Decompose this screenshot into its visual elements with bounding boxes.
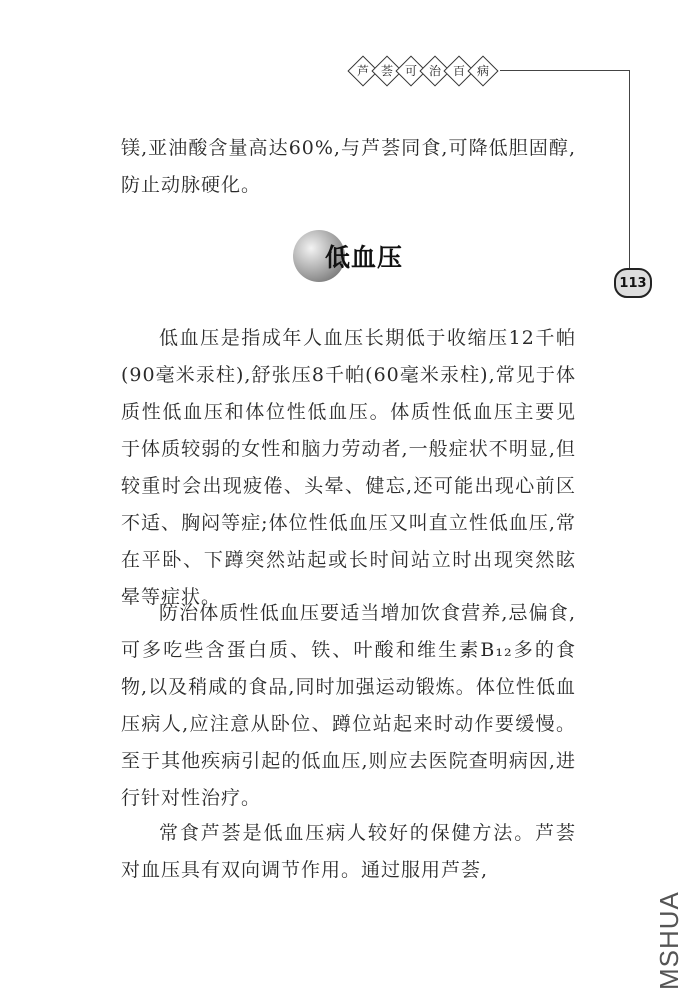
- header-char: 治: [428, 63, 442, 78]
- paragraph-continued: 镁,亚油酸含量高达60%,与芦荟同食,可降低胆固醇,防止动脉硬化。: [121, 137, 576, 196]
- page-number: 113: [614, 268, 652, 298]
- header-char: 百: [452, 63, 466, 78]
- paragraph: 常食芦荟是低血压病人较好的保健方法。芦荟对血压具有双向调节作用。通过服用芦荟,: [121, 822, 576, 881]
- header-char: 芦: [356, 63, 370, 78]
- header-char: 病: [476, 63, 490, 78]
- header-diamond: [467, 55, 498, 86]
- paragraph: 低血压是指成年人血压长期低于收缩压12千帕(90毫米汞柱),舒张压8千帕(60毫米汞柱),常见于体质性低血压和体位性低血压。体质性低血压主要见于体质较弱的女性和脑力劳动者,一般症状不明显,但较重时会出现疲倦、头晕、健忘,还可能出现心前区不适、胸闷等症;体位性低血压又叫直立性低血压,常在平卧、下蹲突然站起或长时间站立时出现突然眩晕等症状。: [121, 327, 576, 608]
- section-heading: [293, 228, 403, 284]
- header-char: 荟: [380, 63, 394, 78]
- watermark: MSHUA: [654, 891, 684, 990]
- header-char: 可: [404, 63, 418, 78]
- margin-rule: [629, 70, 630, 269]
- section-title: 低血压: [325, 243, 404, 272]
- running-header: [352, 60, 496, 82]
- header-rule: [500, 70, 629, 71]
- paragraph: 防治体质性低血压要适当增加饮食营养,忌偏食,可多吃些含蛋白质、铁、叶酸和维生素B₁₂多的食物,以及稍咸的食品,同时加强运动锻炼。体位性低血压病人,应注意从卧位、蹲位站起来时动作要缓慢。至于其他疾病引起的低血压,则应去医院查明病因,进行针对性治疗。: [121, 602, 576, 809]
